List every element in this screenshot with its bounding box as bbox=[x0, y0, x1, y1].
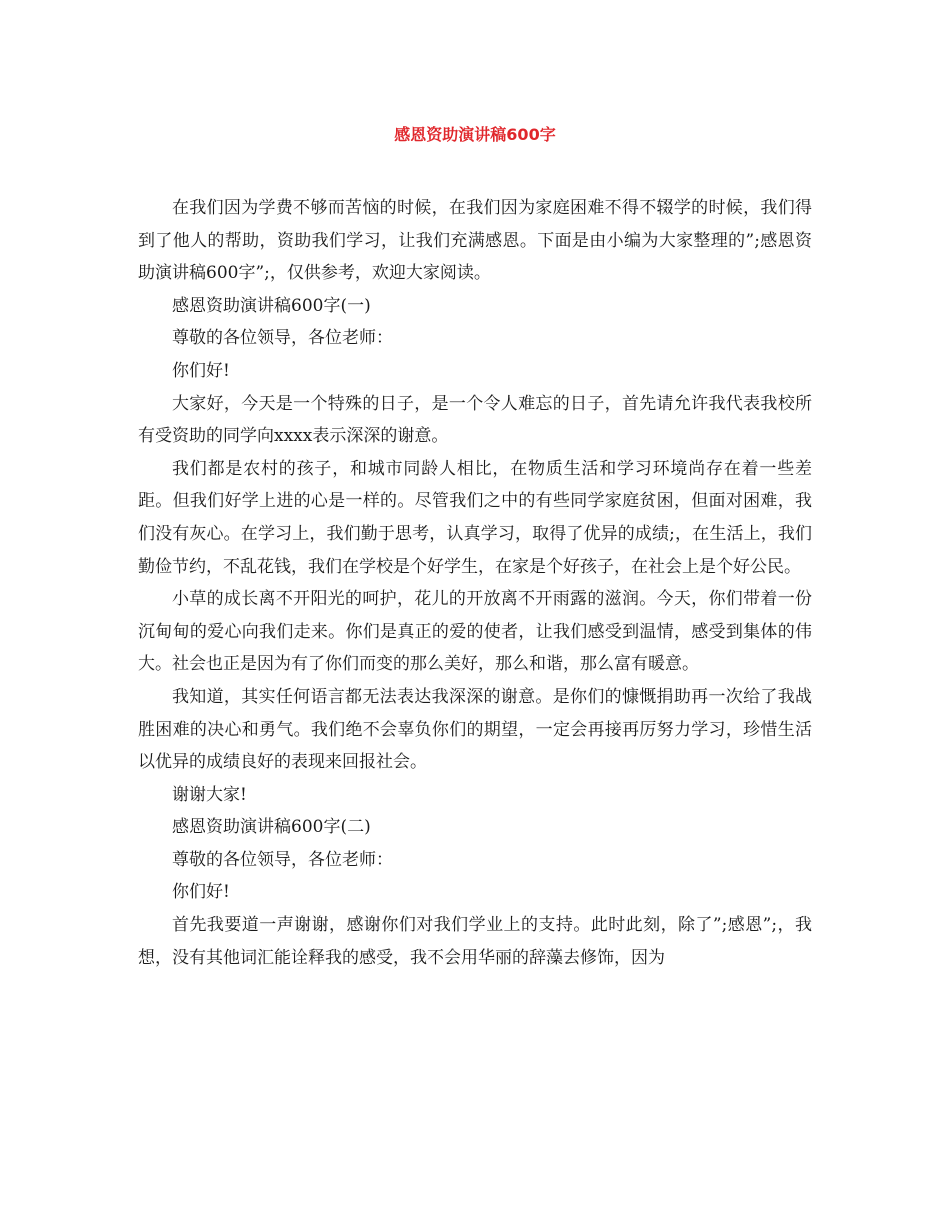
greeting: 你们好! bbox=[172, 882, 230, 903]
document-title: 感恩资助演讲稿600字 bbox=[394, 125, 556, 144]
salutation: 尊敬的各位领导，各位老师： bbox=[172, 328, 393, 349]
paragraph: 大家好，今天是一个特殊的日子，是一个令人难忘的日子，首先请允许我代表我校所有受资助的同学向xxxx表示深深的谢意。 bbox=[138, 393, 812, 447]
paragraph: 我知道，其实任何语言都无法表达我深深的谢意。是你们的慷慨捐助再一次给了我战胜困难的决心和勇气。我们绝不会辜负你们的期望，一定会再接再厉努力学习，珍惜生活以优异的成绩良好的表现来回报社会。 bbox=[138, 686, 812, 773]
paragraph-intro: 在我们因为学费不够而苦恼的时候，在我们因为家庭困难不得不辍学的时候，我们得到了他人的帮助，资助我们学习，让我们充满感恩。下面是由小编为大家整理的”;感恩资助演讲稿600字”;，仅供参考，欢迎大家阅读。 bbox=[138, 198, 812, 284]
section-heading-one: 感恩资助演讲稿600字(一) bbox=[172, 295, 371, 316]
section-heading-two: 感恩资助演讲稿600字(二) bbox=[172, 817, 371, 838]
paragraph: 小草的成长离不开阳光的呵护，花儿的开放离不开雨露的滋润。今天，你们带着一份沉甸甸的爱心向我们走来。你们是真正的爱的使者，让我们感受到温情，感受到集体的伟大。社会也正是因为有了你们而变的那么美好，那么和谐，那么富有暖意。 bbox=[138, 589, 812, 675]
paragraph: 首先我要道一声谢谢，感谢你们对我们学业上的支持。此时此刻，除了”;感恩”;，我想，没有其他词汇能诠释我的感受，我不会用华丽的辞藻去修饰，因为 bbox=[138, 915, 812, 968]
document-body bbox=[138, 192, 812, 974]
greeting: 你们好! bbox=[172, 360, 230, 381]
salutation: 尊敬的各位领导，各位老师： bbox=[172, 849, 393, 870]
closing: 谢谢大家! bbox=[172, 784, 247, 805]
paragraph: 我们都是农村的孩子，和城市同龄人相比，在物质生活和学习环境尚存在着一些差距。但我们好学上进的心是一样的。尽管我们之中的有些同学家庭贫困，但面对困难，我们没有灰心。在学习上，我们勤于思考，认真学习，取得了优异的成绩;，在生活上，我们勤俭节约，不乱花钱，我们在学校是个好学生，在家是个好孩子，在社会上是个好公民。 bbox=[138, 458, 812, 577]
